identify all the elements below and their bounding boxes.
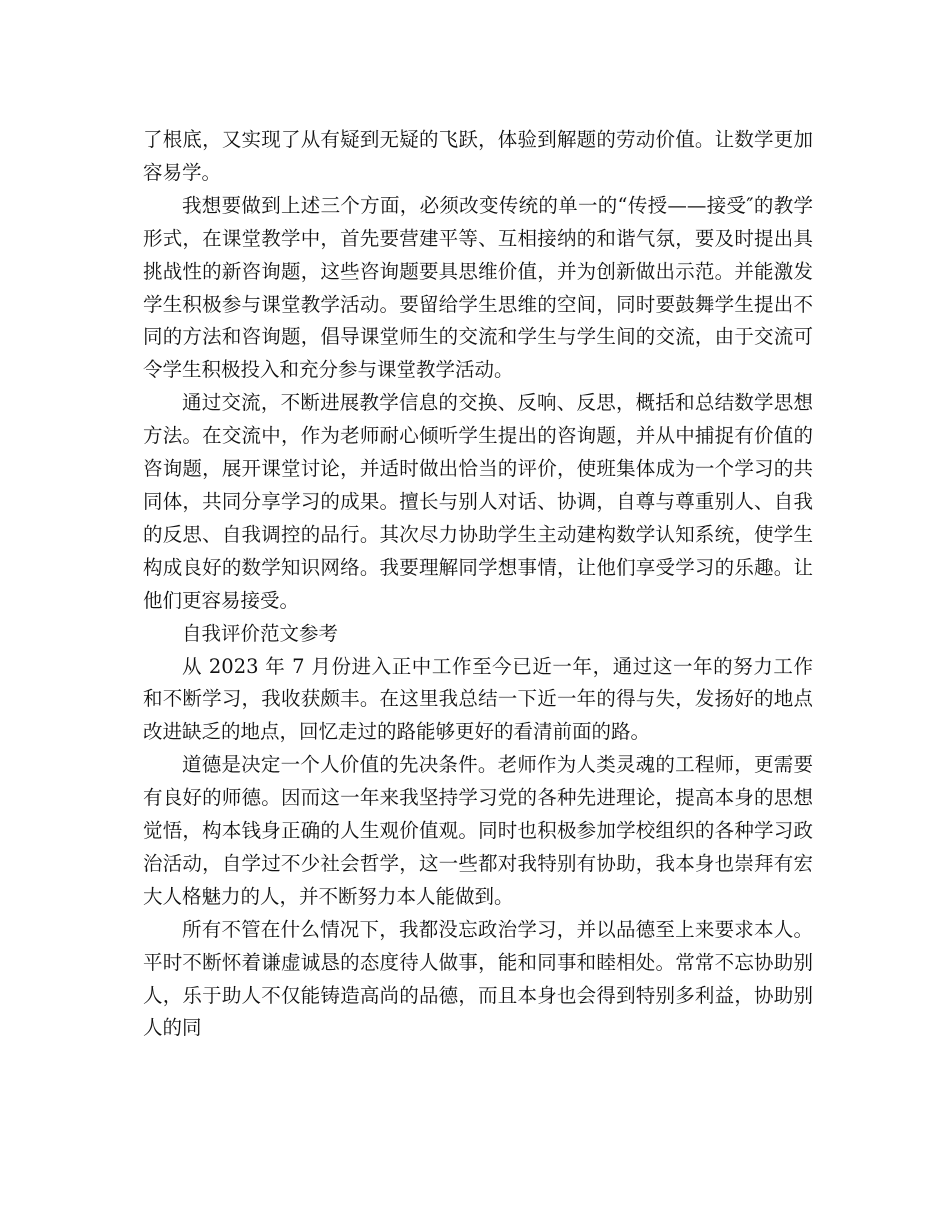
- paragraph-continuation: 了根底，又实现了从有疑到无疑的飞跃，体验到解题的劳动价值。让数学更加容易学。: [143, 128, 813, 184]
- paragraph: 通过交流，不断进展教学信息的交换、反响、反思，概括和总结数学思想方法。在交流中，作为老师耐心倾听学生提出的咨询题，并从中捕捉有价值的咨询题，展开课堂讨论，并适时做出恰当的评价，使班集体成为一个学习的共同体，共同分享学习的成果。擅长与别人对话、协调，自尊与尊重别人、自我的反思、自我调控的品行。其次尽力协助学生主动建构数学认知系统，使学生构成良好的数学知识网络。我要理解同学想事情，让他们享受学习的乐趣。让他们更容易接受。: [143, 391, 813, 612]
- paragraph: 从 2023 年 7 月份进入正中工作至今已近一年，通过这一年的努力工作和不断学习，我收获颇丰。在这里我总结一下近一年的得与失，发扬好的地点改进缺乏的地点，回忆走过的路能够更好的看清前面的路。: [143, 654, 813, 744]
- paragraph: 所有不管在什么情况下，我都没忘政治学习，并以品德至上来要求本人。平时不断怀着谦虚诚恳的态度待人做事，能和同事和睦相处。常常不忘协助别人，乐于助人不仅能铸造高尚的品德，而且本身也会得到特别多利益，协助别人的同: [143, 917, 813, 1040]
- document-body: [143, 124, 813, 1045]
- section-heading: 自我评价范文参考: [182, 621, 339, 645]
- paragraph: 道德是决定一个人价值的先决条件。老师作为人类灵魂的工程师，更需要有良好的师德。因而这一年来我坚持学习党的各种先进理论，提高本身的思想觉悟，构本钱身正确的人生观价值观。同时也积极参加学校组织的各种学习政治活动，自学过不少社会哲学，这一些都对我特别有协助，我本身也崇拜有宏大人格魅力的人，并不断努力本人能做到。: [143, 753, 813, 908]
- paragraph: 我想要做到上述三个方面，必须改变传统的单一的“传授——接受″的教学形式，在课堂教学中，首先要营建平等、互相接纳的和谐气氛，要及时提出具挑战性的新咨询题，这些咨询题要具思维价值，并为创新做出示范。并能激发学生积极参与课堂教学活动。要留给学生思维的空间，同时要鼓舞学生提出不同的方法和咨询题，倡导课堂师生的交流和学生与学生间的交流，由于交流可令学生积极投入和充分参与课堂教学活动。: [143, 193, 813, 382]
